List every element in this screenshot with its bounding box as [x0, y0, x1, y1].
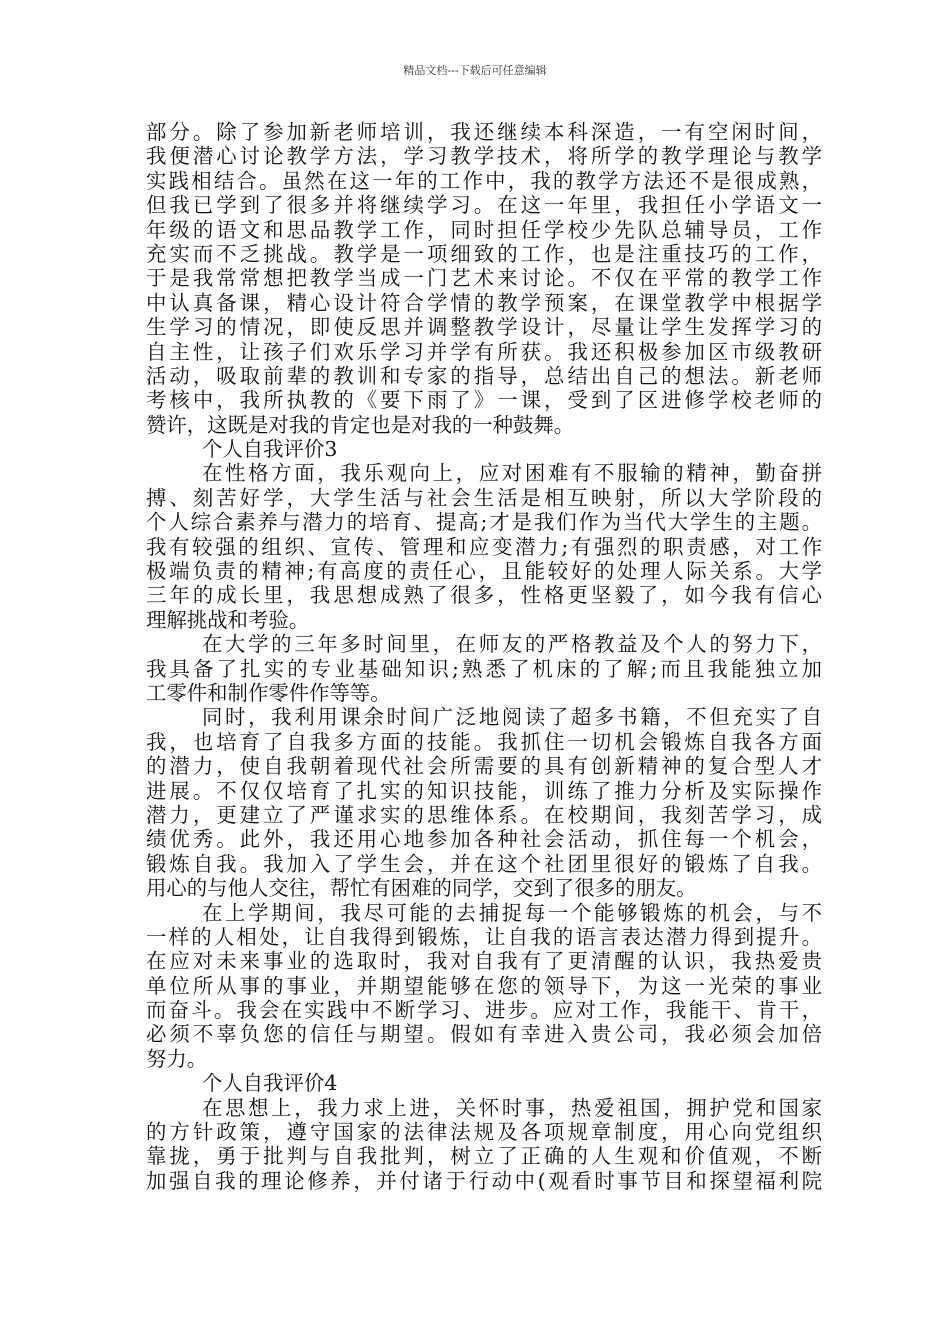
text-line: 的方针政策，遵守国家的法律法规及各项规章制度，用心向党组织	[146, 1120, 822, 1145]
section-heading: 个人自我评价3	[202, 437, 338, 462]
text-line: 一样的人相处，让自我得到锻炼，让自我的语言表达潜力得到提升。	[146, 924, 822, 949]
text-line: 加强自我的理论修养，并付诸于行动中(观看时事节目和探望福利院	[146, 1168, 822, 1193]
text-line: 极端负责的精神;有高度的责任心，且能较好的处理人际关系。大学	[146, 559, 822, 584]
text-line: 年级的语文和思品教学工作，同时担任学校少先队总辅导员，工作	[146, 217, 822, 242]
text-line: 锻炼自我。我加入了学生会，并在这个社团里很好的锻炼了自我。	[146, 851, 822, 876]
text-line: 三年的成长里，我思想成熟了很多，性格更坚毅了，如今我有信心	[146, 583, 822, 608]
text-line: 用心的与他人交往，帮忙有困难的同学，交到了很多的朋友。	[146, 876, 697, 901]
text-line: 我便潜心讨论教学方法，学习教学技术，将所学的教学理论与教学	[146, 144, 822, 169]
text-line: 充实而不乏挑战。教学是一项细致的工作，也是注重技巧的工作，	[146, 241, 822, 266]
page-header: 精品文档---下载后可任意编辑	[403, 64, 547, 77]
document-body	[146, 120, 822, 1193]
text-line: 生学习的情况，即使反思并调整教学设计，尽量让学生发挥学习的	[146, 315, 822, 340]
text-line: 潜力，更建立了严谨求实的思维体系。在校期间，我刻苦学习，成	[146, 802, 822, 827]
text-line: 努力。	[146, 1046, 208, 1071]
text-line: 绩优秀。此外，我还用心地参加各种社会活动，抓住每一个机会，	[146, 827, 822, 852]
text-line: 工零件和制作零件作等等。	[146, 680, 391, 705]
text-line: 部分。除了参加新老师培训，我还继续本科深造，一有空闲时间，	[146, 120, 822, 144]
text-line: 考核中，我所执教的《要下雨了》一课，受到了区进修学校老师的	[146, 388, 822, 413]
text-line: 在上学期间，我尽可能的去捕捉每一个能够锻炼的机会，与不	[202, 900, 822, 925]
text-line: 赞许，这既是对我的肯定也是对我的一种鼓舞。	[146, 412, 575, 437]
text-line: 进展。不仅仅培育了扎实的知识技能，训练了推力分析及实际操作	[146, 778, 822, 803]
text-line: 同时，我利用课余时间广泛地阅读了超多书籍，不但充实了自	[202, 705, 822, 730]
text-line: 靠拢，勇于批判与自我批判，树立了正确的人生观和价值观，不断	[146, 1144, 822, 1169]
text-line: 必须不辜负您的信任与期望。假如有幸进入贵公司，我必须会加倍	[146, 1022, 822, 1047]
text-line: 我具备了扎实的专业基础知识;熟悉了机床的了解;而且我能独立加	[146, 656, 822, 681]
text-line: 我，也培育了自我多方面的技能。我抓住一切机会锻炼自我各方面	[146, 729, 822, 754]
text-line: 理解挑战和考验。	[146, 607, 310, 632]
text-line: 单位所从事的事业，并期望能够在您的领导下，为这一光荣的事业	[146, 973, 822, 998]
text-line: 在应对未来事业的选取时，我对自我有了更清醒的认识，我热爱贵	[146, 949, 822, 974]
text-line: 我有较强的组织、宣传、管理和应变潜力;有强烈的职责感，对工作	[146, 534, 822, 559]
text-line: 于是我常常想把教学当成一门艺术来讨论。不仅在平常的教学工作	[146, 266, 822, 291]
text-line: 在性格方面，我乐观向上，应对困难有不服输的精神，勤奋拼	[202, 461, 822, 486]
text-line: 实践相结合。虽然在这一年的工作中，我的教学方法还不是很成熟，	[146, 168, 822, 193]
text-line: 的潜力，使自我朝着现代社会所需要的具有创新精神的复合型人才	[146, 754, 822, 779]
text-line: 而奋斗。我会在实践中不断学习、进步。应对工作，我能干、肯干，	[146, 998, 822, 1023]
text-line: 搏、刻苦好学，大学生活与社会生活是相互映射，所以大学阶段的	[146, 485, 822, 510]
text-line: 自主性，让孩子们欢乐学习并学有所获。我还积极参加区市级教研	[146, 339, 822, 364]
text-line: 活动，吸取前辈的教训和专家的指导，总结出自己的想法。新老师	[146, 363, 822, 388]
text-line: 中认真备课，精心设计符合学情的教学预案，在课堂教学中根据学	[146, 290, 822, 315]
text-line: 但我已学到了很多并将继续学习。在这一年里，我担任小学语文一	[146, 193, 822, 218]
text-line: 个人综合素养与潜力的培育、提高;才是我们作为当代大学生的主题。	[146, 510, 822, 535]
section-heading: 个人自我评价4	[202, 1071, 338, 1096]
text-line: 在思想上，我力求上进，关怀时事，热爱祖国，拥护党和国家	[202, 1095, 822, 1120]
text-line: 在大学的三年多时间里，在师友的严格教益及个人的努力下，	[202, 632, 822, 657]
